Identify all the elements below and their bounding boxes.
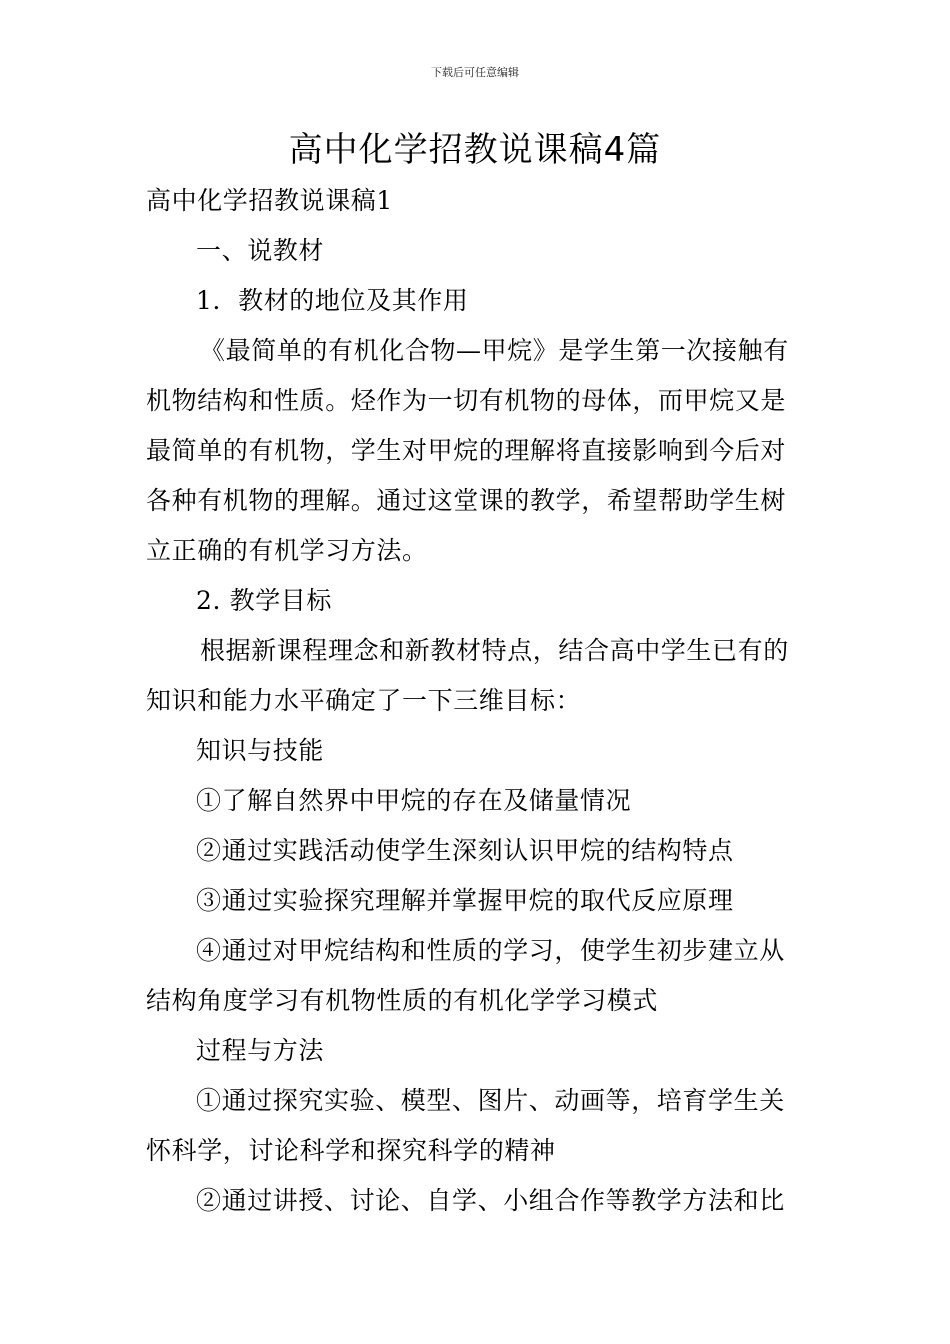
list-item: ①了解自然界中甲烷的存在及储量情况 xyxy=(196,786,632,815)
sub-heading: 2. 教学目标 xyxy=(196,586,332,615)
list-item: ③通过实验探究理解并掌握甲烷的取代反应原理 xyxy=(196,886,734,915)
document-body xyxy=(146,176,808,1226)
list-item: ②通过讲授、讨论、自学、小组合作等教学方法和比 xyxy=(196,1186,785,1215)
header-note: 下载后可任意编辑 xyxy=(431,66,519,79)
sub-heading: 过程与方法 xyxy=(196,1036,325,1065)
list-item: ①通过探究实验、模型、图片、动画等，培育学生关怀科学，讨论科学和探究科学的精神 xyxy=(146,1086,785,1165)
document-title: 高中化学招教说课稿4篇 xyxy=(288,130,662,170)
sub-heading: 1．教材的地位及其作用 xyxy=(196,286,469,315)
paragraph: 《最简单的有机化合物—甲烷》是学生第一次接触有机物结构和性质。烃作为一切有机物的母体，而甲烷又是最简单的有机物，学生对甲烷的理解将直接影响到今后对各种有机物的理解。通过这堂课的教学，希望帮助学生树立正确的有机学习方法。 xyxy=(146,336,789,565)
sub-heading: 知识与技能 xyxy=(196,736,325,765)
section-heading: 一、说教材 xyxy=(196,236,325,265)
paragraph: 根据新课程理念和新教材特点，结合高中学生已有的知识和能力水平确定了一下三维目标： xyxy=(146,636,789,715)
section-subtitle: 高中化学招教说课稿1 xyxy=(146,186,393,215)
list-item: ④通过对甲烷结构和性质的学习，使学生初步建立从结构角度学习有机物性质的有机化学学习模式 xyxy=(146,936,785,1015)
list-item: ②通过实践活动使学生深刻认识甲烷的结构特点 xyxy=(196,836,734,865)
